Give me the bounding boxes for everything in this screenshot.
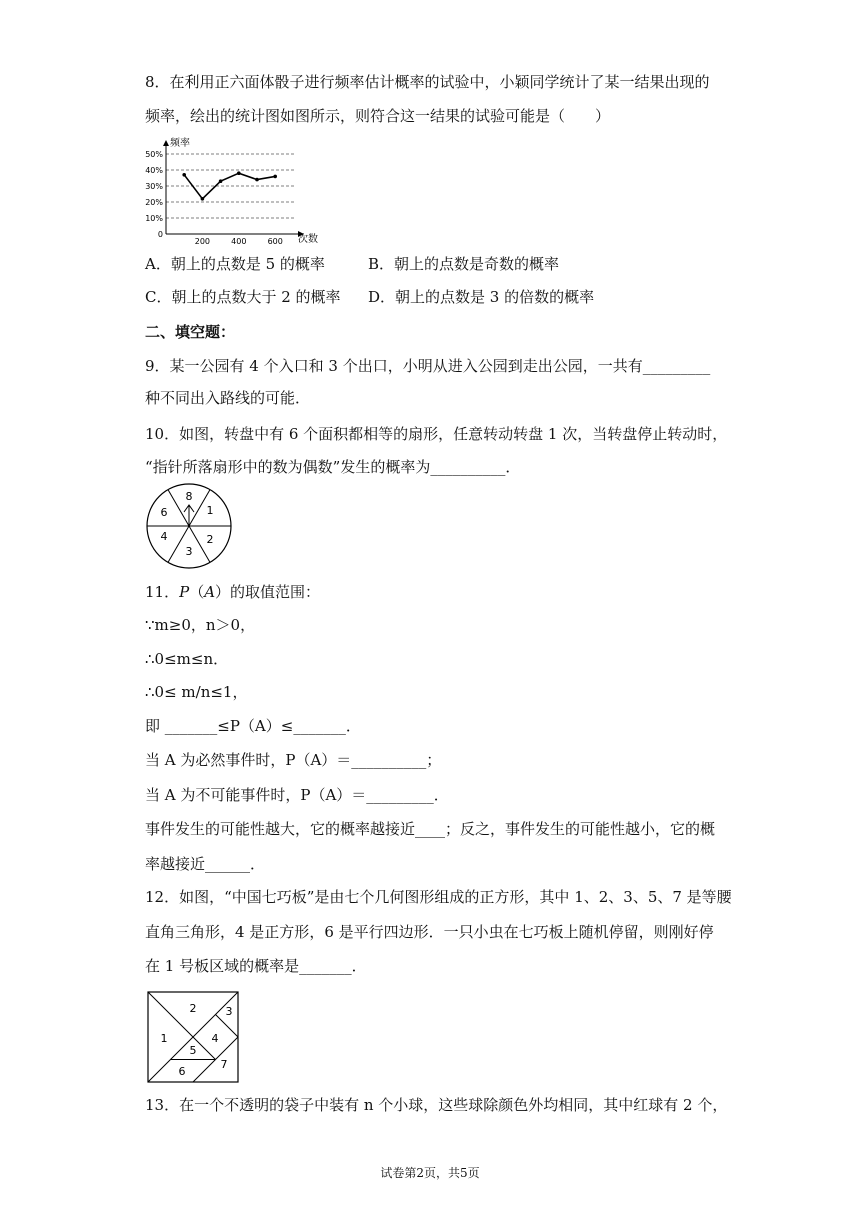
q11-line1: ∵m≥0，n＞0，	[145, 616, 256, 634]
data-point	[201, 197, 205, 201]
q10-line2: “指针所落扇形中的数为偶数”发生的概率为__________．	[145, 458, 521, 476]
q8-option-b: B．朝上的点数是奇数的概率	[368, 255, 560, 273]
x-axis-label: 次数	[298, 234, 318, 245]
q11-line8: 率越接近______．	[145, 855, 266, 873]
tangram-label-6: 6	[178, 1065, 186, 1078]
spinner-diagram	[144, 481, 234, 571]
y-tick-label: 20%	[145, 198, 163, 207]
tangram-label-3: 3	[225, 1005, 233, 1018]
data-point	[219, 179, 223, 183]
q11-line7: 事件发生的可能性越大，它的概率越接近____；反之，事件发生的可能性越小，它的概	[145, 820, 716, 838]
y-tick-label: 30%	[145, 182, 163, 191]
q11-line6: 当 A 为不可能事件时，P（A）＝_________．	[145, 786, 449, 804]
q11-a: A	[204, 583, 216, 601]
y-axis-arrow	[163, 140, 169, 146]
x-tick-label: 200	[194, 237, 211, 246]
spinner-number: 2	[206, 533, 214, 546]
page-footer: 试卷第2页，共5页	[380, 1166, 480, 1180]
data-point	[273, 175, 277, 179]
tangram-label-2: 2	[189, 1002, 197, 1015]
data-point	[182, 173, 186, 177]
data-point	[237, 171, 241, 175]
q8-option-a: A．朝上的点数是 5 的概率	[145, 255, 325, 273]
tangram-label-4: 4	[211, 1032, 219, 1045]
q10-line1: 10．如图，转盘中有 6 个面积都相等的扇形，任意转动转盘 1 次，当转盘停止转动时，	[145, 425, 728, 443]
tangram-label-1: 1	[160, 1032, 168, 1045]
q11-line3: ∴0≤ m/n≤1，	[145, 683, 248, 701]
q11-title-rest: ）的取值范围：	[215, 583, 321, 601]
chart-grid	[166, 154, 295, 218]
q11-line4: 即 _______≤P（A）≤_______．	[145, 717, 361, 735]
spinner-number: 4	[160, 530, 168, 543]
q12-line1: 12．如图，“中国七巧板”是由七个几何图形组成的正方形，其中 1、2、3、5、7 是等腰	[145, 888, 732, 906]
q8-line2: 频率，绘出的统计图如图所示，则符合这一结果的试验可能是（ ）	[145, 107, 611, 125]
spinner-number: 1	[206, 504, 214, 517]
data-point	[255, 178, 259, 182]
y-tick-label: 40%	[145, 166, 163, 175]
section-heading: 二、填空题：	[145, 323, 236, 341]
q11-title: 11．P（A）的取值范围：	[145, 583, 321, 601]
y-tick-label: 10%	[145, 214, 163, 223]
spinner-number: 3	[185, 545, 193, 558]
y-tick-label: 50%	[145, 150, 163, 159]
q9-line2: 种不同出入路线的可能．	[145, 389, 311, 407]
q8-option-c: C．朝上的点数大于 2 的概率	[145, 288, 341, 306]
q8-option-d: D．朝上的点数是 3 的倍数的概率	[368, 288, 595, 306]
tangram-label-7: 7	[220, 1058, 228, 1071]
spinner-number: 8	[185, 490, 193, 503]
spinner-number: 6	[160, 506, 168, 519]
q11-line2: ∴0≤m≤n．	[145, 650, 229, 668]
q11-p: P	[179, 583, 190, 601]
y-axis-label: 频率	[170, 138, 190, 149]
x-tick-label: 600	[267, 237, 283, 246]
q11-number: 11．	[145, 583, 180, 601]
q11-line5: 当 A 为必然事件时，P（A）＝__________；	[145, 751, 442, 769]
q9-line1: 9．某一公园有 4 个入口和 3 个出口，小明从进入公园到走出公园，一共有_________	[145, 357, 711, 375]
tangram-diagram	[146, 990, 240, 1084]
q8-line1: 8．在利用正六面体骰子进行频率估计概率的试验中，小颖同学统计了某一结果出现的	[145, 73, 710, 91]
q12-line3: 在 1 号板区域的概率是_______．	[145, 957, 367, 975]
frequency-line-chart	[140, 134, 330, 246]
q13-line1: 13．在一个不透明的袋子中装有 n 个小球，这些球除颜色外均相同，其中红球有 2 个，	[145, 1096, 728, 1114]
x-tick-label: 400	[231, 237, 247, 246]
tangram-label-5: 5	[189, 1044, 197, 1057]
y-tick-label: 0	[157, 230, 163, 239]
q12-line2: 直角三角形，4 是正方形，6 是平行四边形．一只小虫在七巧板上随机停留，则刚好停	[145, 923, 714, 941]
